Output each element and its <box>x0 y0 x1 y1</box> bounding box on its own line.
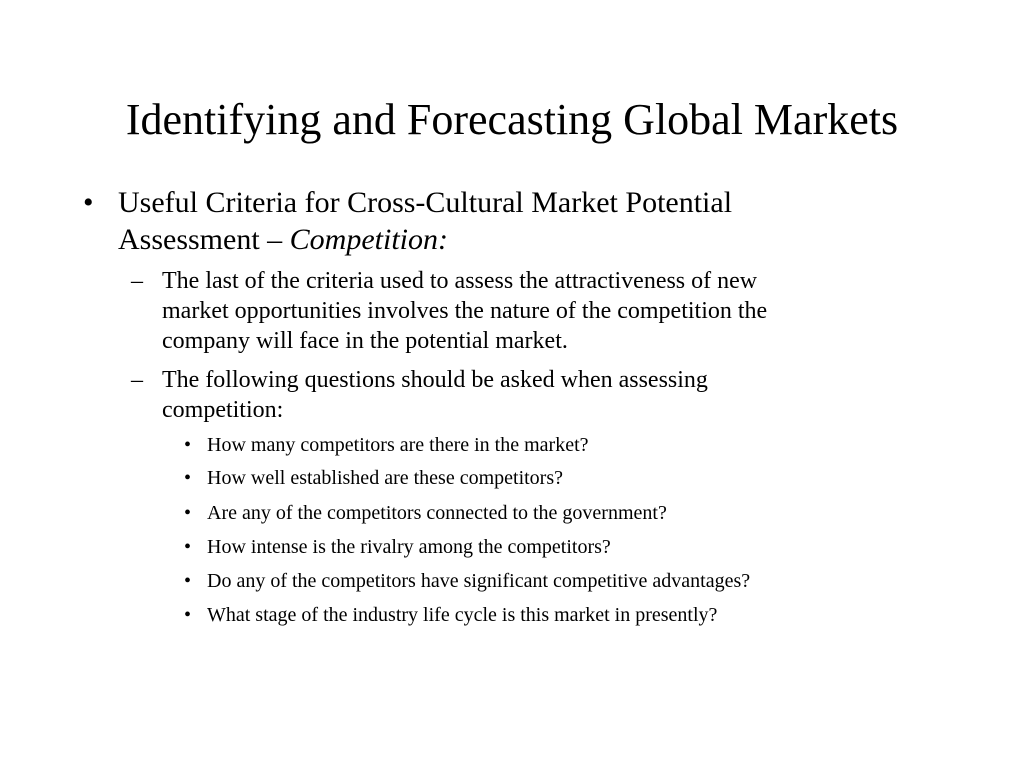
bullet-marker: • <box>184 570 192 592</box>
bullet-marker: • <box>83 186 94 219</box>
slide-title: Identifying and Forecasting Global Markets <box>125 95 899 144</box>
bullet-text: Assessment – <box>118 223 290 256</box>
emphasis-text: Competition: <box>289 223 448 256</box>
bullet-marker: • <box>184 434 192 456</box>
bullet-text-line: Useful Criteria for Cross-Cultural Market Potential <box>118 186 733 219</box>
subitem-line: The following questions should be asked when assessing <box>162 367 708 393</box>
bullet-marker: • <box>184 536 192 558</box>
question-item: What stage of the industry life cycle is this market in presently? <box>207 604 718 626</box>
dash-marker: – <box>131 268 143 294</box>
bullet-text-line <box>118 222 448 257</box>
bullet-marker: • <box>184 502 192 524</box>
question-item: How well established are these competitors? <box>207 467 563 489</box>
bullet-marker: • <box>184 467 192 489</box>
subitem-line: company will face in the potential market. <box>162 328 568 354</box>
subitem-line: competition: <box>162 397 284 423</box>
bullet-marker: • <box>184 604 192 626</box>
subitem-line: The last of the criteria used to assess the attractiveness of new <box>162 268 758 294</box>
dash-marker: – <box>131 367 143 393</box>
question-item: Are any of the competitors connected to the government? <box>207 502 667 524</box>
subitem-line: market opportunities involves the nature of the competition the <box>162 298 768 324</box>
question-item: How intense is the rivalry among the competitors? <box>207 536 611 558</box>
question-item: How many competitors are there in the market? <box>207 434 589 456</box>
question-item: Do any of the competitors have significant competitive advantages? <box>207 570 751 592</box>
